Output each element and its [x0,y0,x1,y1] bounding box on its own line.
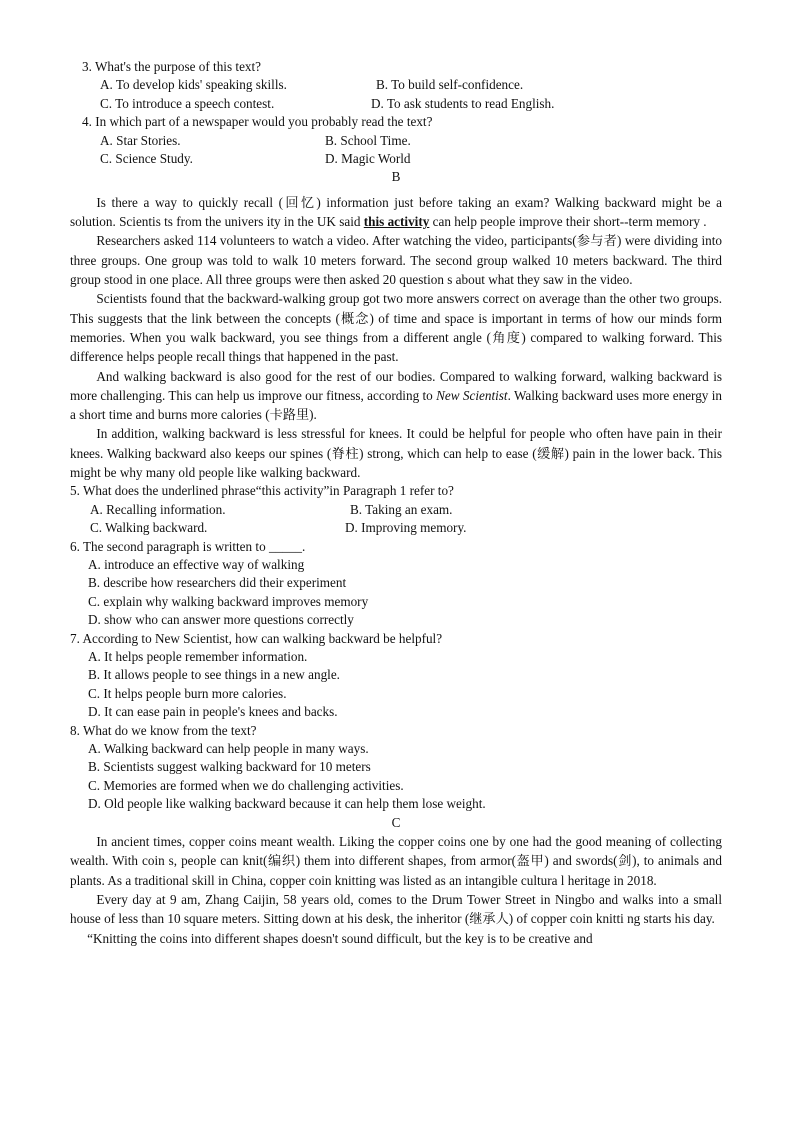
section-c-paragraph-2: Every day at 9 am, Zhang Caijin, 58 years old, comes to the Drum Tower Street in Ningbo and walks into a small house of less than 10 square meters. Sitting down at his desk, the inheritor (继承人) of copper coin knitti ng starts his day. [70,891,722,927]
q8-option-c: C. Memories are formed when we do challenging activities. [88,777,404,793]
q6-option-c: C. explain why walking backward improves memory [88,593,369,609]
q4-option-b: B. School Time. [325,132,411,148]
q8-option-b: B. Scientists suggest walking backward for 10 meters [88,759,371,775]
question-3-options-row2 [70,95,722,113]
q3-option-b: B. To build self-confidence. [376,77,524,93]
q3-option-c: C. To introduce a speech contest. [100,95,275,111]
section-b-paragraph-4: And walking backward is also good for the rest of our bodies. Compared to walking forward, walking backward is more challenging. This can help us improve our fitness, according to New Scientist. Walking backward uses more energy in a short time and burns more calories (卡路里). [70,368,722,423]
q7-option-a: A. It helps people remember information. [88,648,308,664]
section-c-paragraph-3: “Knitting the coins into different shapes doesn't sound difficult, but the key is to be creative and [87,930,593,946]
section-b-paragraph-3: Scientists found that the backward-walking group got two more answers correct on average than the other two groups. This suggests that the link between the concepts (概念) of time and space is important in terms of how our minds form memories. When you walk backward, you see things from a different angle (角度) compared to walking forward. This difference helps people recall things that happened in the past. [70,291,722,365]
question-4-options-row1 [70,132,722,150]
question-6-stem: 6. The second paragraph is written to _____. [70,538,306,554]
section-b-paragraph-1: Is there a way to quickly recall (回忆) information just before taking an exam? Walking backward might be a solution. Scientis ts from the univers ity in the UK said this activity can help people improve their short--term memory . [70,194,722,230]
question-5-options-row1 [70,501,722,519]
q4-option-a: A. Star Stories. [100,132,181,148]
q7-option-d: D. It can ease pain in people's knees and backs. [88,704,338,720]
q6-option-d: D. show who can answer more questions correctly [88,612,354,628]
question-3-stem: 3. What's the purpose of this text? [82,59,262,74]
question-4-stem: 4. In which part of a newspaper would you probably read the text? [82,114,433,130]
q4-option-c: C. Science Study. [100,151,193,167]
section-c-paragraph-1: In ancient times, copper coins meant wealth. Liking the copper coins one by one had the good meaning of collecting wealth. With coin s, people can knit(编织) them into different shapes, from armor(盔甲) and swords(剑), to animals and plants. As a traditional skill in China, copper coin knitting was listed as an intangible cultura l heritage in 2018. [70,834,722,888]
new-scientist-title: New Scientist [436,387,508,403]
q8-option-a: A. Walking backward can help people in many ways. [88,740,369,756]
section-c-heading: C [391,814,401,830]
question-4-options-row2 [70,150,722,168]
q5-option-d: D. Improving memory. [345,520,467,536]
q8-option-d: D. Old people like walking backward because it can help them lose weight. [88,796,486,812]
q5-option-a: A. Recalling information. [90,501,226,517]
question-5-stem: 5. What does the underlined phrase“this activity”in Paragraph 1 refer to? [70,483,454,499]
section-b-paragraph-5: In addition, walking backward is less stressful for knees. It could be helpful for people who often have pain in their knees. Walking backward also keeps our spines (脊柱) strong, which can help to ease (缓解) pain in the lower back. This might be why many old people like walking backward. [70,426,722,480]
q5-option-c: C. Walking backward. [90,520,208,536]
question-8-stem: 8. What do we know from the text? [70,722,257,738]
q7-option-c: C. It helps people burn more calories. [88,685,287,701]
q7-option-b: B. It allows people to see things in a new angle. [88,667,340,683]
section-b-heading: B [391,169,401,185]
exam-page [70,58,722,948]
q3-option-a: A. To develop kids' speaking skills. [100,77,287,93]
q4-option-d: D. Magic World [325,151,411,167]
question-3-options-row1 [70,76,722,94]
question-7-stem: 7. According to New Scientist, how can walking backward be helpful? [70,630,443,646]
underlined-phrase: this activity [363,214,430,230]
q6-option-a: A. introduce an effective way of walking [88,556,305,572]
question-5-options-row2 [70,519,722,537]
section-b-paragraph-2: Researchers asked 114 volunteers to watch a video. After watching the video, participants(参与者) were dividing into three groups. One group was told to walk 10 meters forward. The second group walked 10 meters backward. The third group stood in one place. All three groups were then asked 20 question s about what they saw in the video. [70,233,722,288]
q5-option-b: B. Taking an exam. [350,501,453,517]
q3-option-d: D. To ask students to read English. [371,95,555,111]
q6-option-b: B. describe how researchers did their experiment [88,575,347,591]
